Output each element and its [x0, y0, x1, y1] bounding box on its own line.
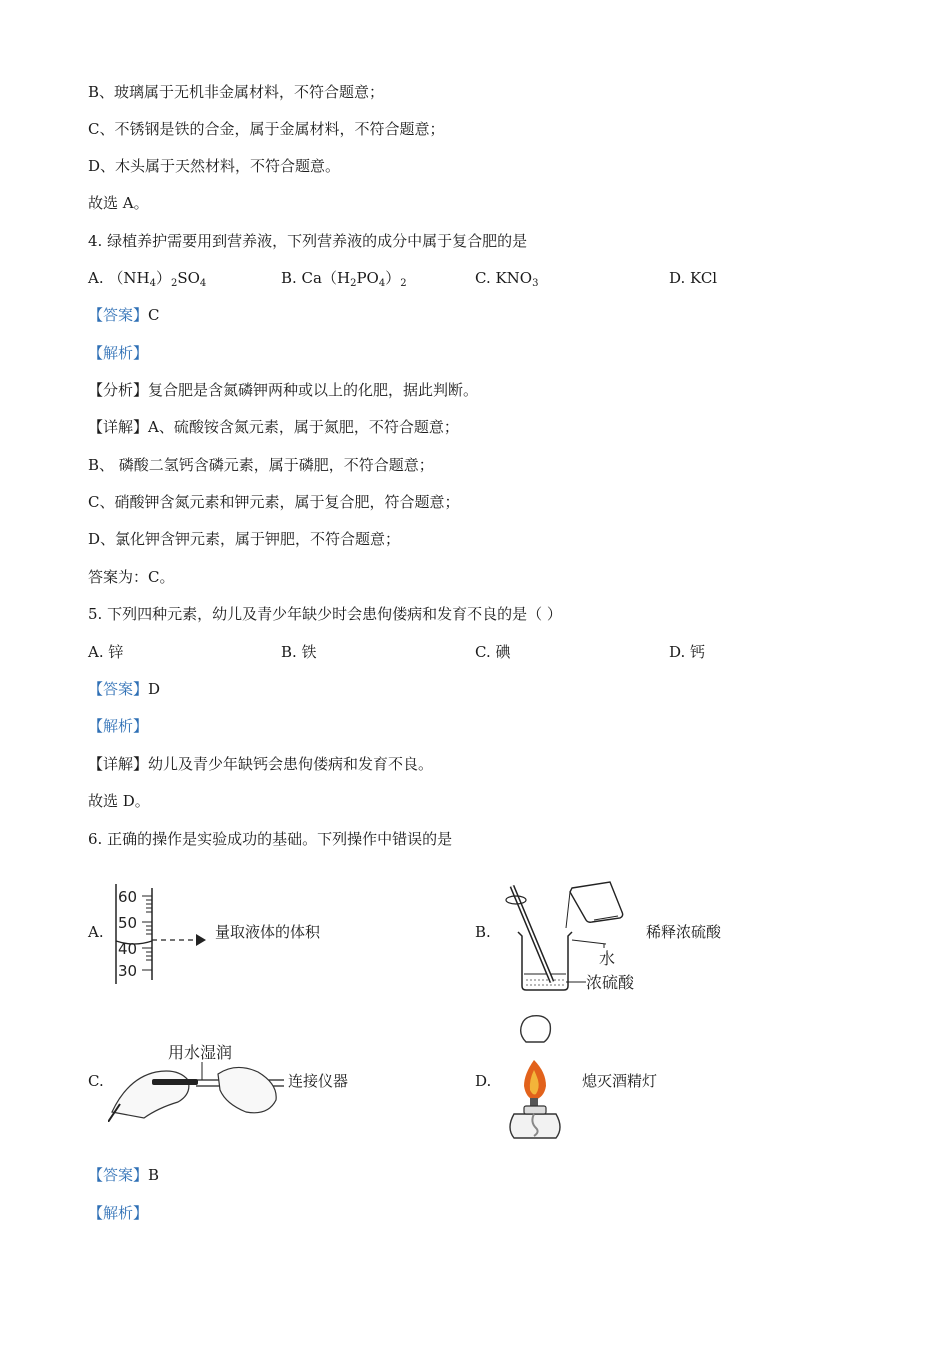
q4-detail: 【详解】A、硫酸铵含氮元素，属于氮肥，不符合题意； — [88, 418, 459, 436]
wet-with-water-label: 用水湿润 — [168, 1043, 233, 1062]
q5-option-a: A. 锌 — [88, 643, 124, 661]
q4-detail-d: D、氯化钾含钾元素，属于钾肥，不符合题意； — [88, 530, 401, 548]
q4-conclusion: 答案为：C。 — [88, 568, 175, 586]
q5-conclusion: 故选 D。 — [88, 792, 150, 810]
q4-detail-b: B、 磷酸二氢钙含磷元素，属于磷肥，不符合题意； — [88, 456, 434, 474]
q6-fig-a-caption: 量取液体的体积 — [215, 923, 321, 941]
q4-stem: 4. 绿植养护需要用到营养液，下列营养液的成分中属于复合肥的是 — [88, 232, 528, 250]
q3-option-c-explanation: C、不锈钢是铁的合金，属于金属材料，不符合题意； — [88, 120, 445, 138]
q3-option-d-explanation: D、木头属于天然材料，不符合题意。 — [88, 157, 341, 175]
connecting-apparatus-figure — [108, 1038, 288, 1122]
q5-answer: 【答案】D — [88, 680, 161, 698]
q6-fig-b-letter: B. — [475, 923, 491, 941]
q6-fig-c-caption: 连接仪器 — [288, 1072, 349, 1090]
q4-option-c: C. $KNO_3$ — [475, 269, 539, 289]
q6-fig-d-letter: D. — [475, 1072, 492, 1090]
q6-fig-d-caption: 熄灭酒精灯 — [582, 1072, 658, 1090]
q4-option-b: B. $Ca(H_2PO_4)_2$ — [281, 269, 407, 289]
q4-analysis: 【分析】复合肥是含氮磷钾两种或以上的化肥，据此判断。 — [88, 381, 479, 399]
cylinder-tick-40: 40 — [118, 940, 138, 958]
cylinder-tick-30: 30 — [118, 962, 138, 980]
q5-detail: 【详解】幼儿及青少年缺钙会患佝偻病和发育不良。 — [88, 755, 434, 773]
acid-label: 浓硫酸 — [586, 973, 635, 992]
q5-option-c: C. 碘 — [475, 643, 511, 661]
cylinder-tick-50: 50 — [118, 914, 138, 932]
q5-option-b: B. 铁 — [281, 643, 317, 661]
q6-stem: 6. 正确的操作是实验成功的基础。下列操作中错误的是 — [88, 830, 453, 848]
q5-analysis-tag: 【解析】 — [88, 717, 149, 735]
q3-conclusion: 故选 A。 — [88, 194, 149, 212]
diluting-acid-figure — [500, 878, 650, 996]
q6-answer: 【答案】B — [88, 1166, 160, 1184]
q6-fig-b-caption: 稀释浓硫酸 — [646, 923, 722, 941]
q3-option-b-explanation: B、玻璃属于无机非金属材料，不符合题意； — [88, 83, 385, 101]
q4-option-a: A. $(NH_4)_2SO_4$ — [88, 269, 207, 289]
q4-answer: 【答案】C — [88, 306, 160, 324]
q6-analysis-tag: 【解析】 — [88, 1204, 149, 1222]
q6-fig-c-letter: C. — [88, 1072, 104, 1090]
q5-option-d: D. 钙 — [669, 643, 706, 661]
graduated-cylinder-figure — [108, 882, 228, 986]
q5-stem: 5. 下列四种元素，幼儿及青少年缺少时会患佝偻病和发育不良的是（ ） — [88, 605, 562, 623]
cylinder-tick-60: 60 — [118, 888, 138, 906]
water-label: 水 — [599, 949, 616, 968]
alcohol-lamp-figure — [500, 1010, 570, 1146]
q4-detail-c: C、硝酸钾含氮元素和钾元素，属于复合肥，符合题意； — [88, 493, 460, 511]
q4-option-d: D. KCl — [669, 269, 718, 287]
q4-analysis-tag: 【解析】 — [88, 344, 149, 362]
q6-fig-a-letter: A. — [88, 923, 104, 941]
